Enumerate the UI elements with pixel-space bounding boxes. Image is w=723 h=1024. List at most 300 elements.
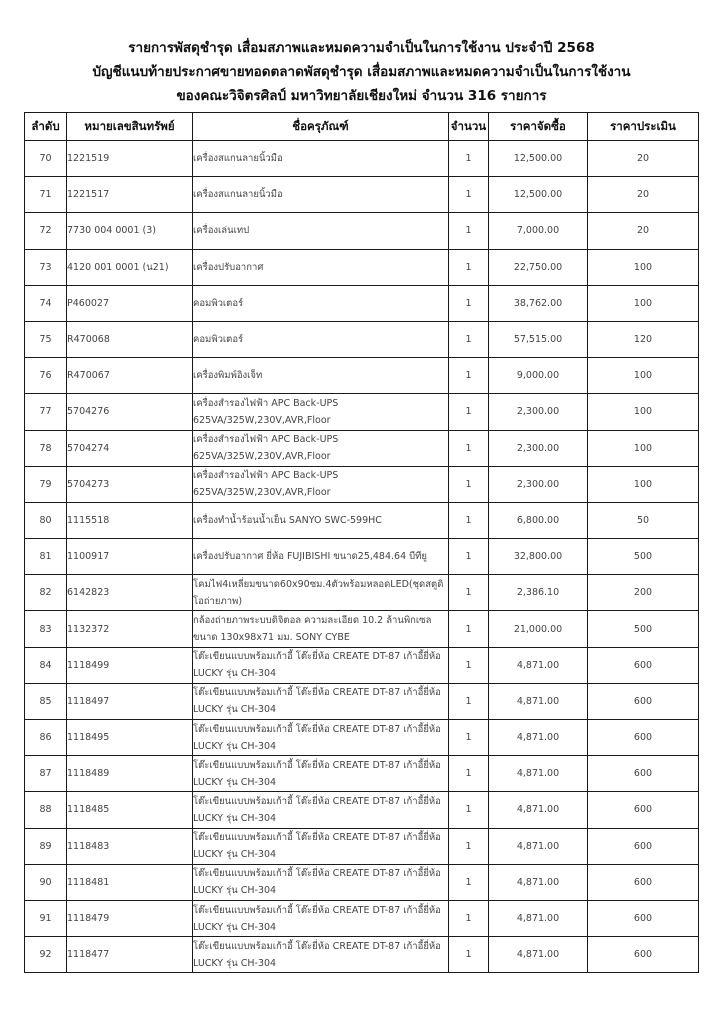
purchase-price: 38,762.00 [513,297,563,309]
purchase-price: 12,500.00 [513,153,563,165]
asset-number: 5704274 [67,442,110,454]
asset-number-cell [67,539,193,575]
appraised-price-cell [588,141,699,177]
asset-number: 1118481 [67,876,110,888]
purchase-price-cell [489,502,588,538]
purchase-price-cell [489,611,588,647]
asset-number: 1118485 [67,804,110,816]
purchase-price: 7,000.00 [516,225,560,237]
row-number-cell [25,466,67,502]
header-no: ลำดับ [25,113,67,141]
item-name-cell [193,683,449,719]
table-row [25,177,699,213]
appraised-price: 600 [633,913,653,925]
quantity: 1 [465,297,472,309]
quantity-cell [449,430,489,466]
purchase-price-cell [489,321,588,357]
document-title-block [0,36,723,108]
row-number: 83 [39,623,52,635]
item-name: เครื่องสำรองไฟฟ้า APC Back-UPS 625VA/325W,230V,AVR,Floor [193,397,339,426]
item-name: โต๊ะเขียนแบบพร้อมเก้าอี้ โต๊ะยี่ห้อ CREATE DT-87 เก้าอี้ยี่ห้อ LUCKY รุ่น CH-304 [193,904,441,933]
appraised-price: 600 [633,949,653,961]
item-name-cell [193,466,449,502]
purchase-price: 4,871.00 [516,913,560,925]
appraised-price: 20 [636,153,650,165]
row-number-cell [25,502,67,538]
appraised-price-cell [588,466,699,502]
appraised-price: 120 [633,334,653,346]
row-number-cell [25,683,67,719]
asset-number: 1118499 [67,659,110,671]
table-row [25,720,699,756]
quantity: 1 [465,840,472,852]
asset-number: 1118495 [67,732,110,744]
table-row [25,466,699,502]
asset-number: 1132372 [67,623,110,635]
appraised-price-cell [588,683,699,719]
purchase-price: 4,871.00 [516,695,560,707]
quantity: 1 [465,514,472,526]
table-row [25,683,699,719]
row-number-cell [25,611,67,647]
appraised-price: 100 [633,478,653,490]
item-name-cell [193,864,449,900]
purchase-price: 4,871.00 [516,876,560,888]
asset-number-cell [67,141,193,177]
table-row [25,358,699,394]
purchase-price: 9,000.00 [516,370,560,382]
purchase-price: 12,500.00 [513,189,563,201]
appraised-price: 600 [633,659,653,671]
purchase-price-cell [489,864,588,900]
purchase-price-cell [489,177,588,213]
table-row [25,141,699,177]
appraised-price-cell [588,213,699,249]
row-number: 85 [39,695,52,707]
item-name: โต๊ะเขียนแบบพร้อมเก้าอี้ โต๊ะยี่ห้อ CREATE DT-87 เก้าอี้ยี่ห้อ LUCKY รุ่น CH-304 [193,868,441,897]
row-number: 76 [39,370,52,382]
item-name: เครื่องทำน้ำร้อนน้ำเย็น SANYO SWC-599HC [193,514,382,526]
purchase-price: 4,871.00 [516,732,560,744]
item-name: โต๊ะเขียนแบบพร้อมเก้าอี้ โต๊ะยี่ห้อ CREATE DT-87 เก้าอี้ยี่ห้อ LUCKY รุ่น CH-304 [193,940,441,969]
header-quantity: จำนวน [449,113,489,141]
appraised-price-cell [588,720,699,756]
table-row [25,249,699,285]
purchase-price-cell [489,249,588,285]
quantity-cell [449,358,489,394]
asset-number-cell [67,502,193,538]
table-row [25,792,699,828]
row-number: 90 [39,876,52,888]
header-asset-number: หมายเลขสินทรัพย์ [67,113,193,141]
table-row [25,828,699,864]
asset-number: 1221519 [67,153,110,165]
item-name: คอมพิวเตอร์ [193,334,244,346]
appraised-price-cell [588,430,699,466]
header-item-name: ชื่อครุภัณฑ์ [193,113,449,141]
purchase-price-cell [489,575,588,611]
quantity-cell [449,937,489,973]
asset-number-cell [67,900,193,936]
purchase-price-cell [489,720,588,756]
row-number: 71 [39,189,52,201]
item-name-cell [193,611,449,647]
appraised-price: 600 [633,732,653,744]
row-number-cell [25,394,67,430]
header-purchase-price: ราคาจัดซื้อ [489,113,588,141]
item-name-cell [193,249,449,285]
quantity-cell [449,285,489,321]
asset-number: 1221517 [67,189,110,201]
item-name-cell [193,828,449,864]
item-name: โต๊ะเขียนแบบพร้อมเก้าอี้ โต๊ะยี่ห้อ CREATE DT-87 เก้าอี้ยี่ห้อ LUCKY รุ่น CH-304 [193,759,441,788]
asset-number-cell [67,828,193,864]
quantity: 1 [465,804,472,816]
purchase-price: 2,300.00 [516,478,560,490]
quantity-cell [449,141,489,177]
quantity: 1 [465,370,472,382]
appraised-price-cell [588,502,699,538]
item-name: เครื่องปรับอากาศ ยี่ห้อ FUJIBISHI ขนาด25,484.64 บีทียู [193,551,427,563]
table-row [25,394,699,430]
asset-number-cell [67,611,193,647]
purchase-price-cell [489,539,588,575]
asset-number-cell [67,683,193,719]
quantity: 1 [465,876,472,888]
item-name: เครื่องสแกนลายนิ้วมือ [193,189,283,201]
asset-number-cell [67,575,193,611]
item-name-cell [193,213,449,249]
appraised-price-cell [588,611,699,647]
asset-number-cell [67,321,193,357]
purchase-price: 32,800.00 [513,551,563,563]
item-name: เครื่องพิมพ์อิงเจ็ท [193,370,263,382]
asset-number: 6142823 [67,587,110,599]
purchase-price-cell [489,213,588,249]
purchase-price: 4,871.00 [516,804,560,816]
purchase-price: 6,800.00 [516,514,560,526]
row-number: 70 [39,153,52,165]
quantity: 1 [465,913,472,925]
row-number: 92 [39,949,52,961]
row-number: 80 [39,514,52,526]
document-subtitle: บัญชีแนบท้ายประกาศขายทอดตลาดพัสดุชำรุด เสื่อมสภาพและหมดความจำเป็นในการใช้งาน [92,64,631,80]
row-number-cell [25,358,67,394]
item-name-cell [193,358,449,394]
quantity-cell [449,466,489,502]
appraised-price-cell [588,937,699,973]
purchase-price-cell [489,828,588,864]
purchase-price-cell [489,792,588,828]
purchase-price-cell [489,683,588,719]
item-name: โคมไฟ4เหลี่ยมขนาด60x90ซม.4ตัวพร้อมหลอดLED(ชุดสตูดิโอถ่ายภาพ) [193,578,444,607]
quantity: 1 [465,695,472,707]
appraised-price-cell [588,647,699,683]
asset-number-cell [67,394,193,430]
item-name: โต๊ะเขียนแบบพร้อมเก้าอี้ โต๊ะยี่ห้อ CREATE DT-87 เก้าอี้ยี่ห้อ LUCKY รุ่น CH-304 [193,723,441,752]
purchase-price-cell [489,430,588,466]
item-name-cell [193,141,449,177]
item-name-cell [193,575,449,611]
quantity-cell [449,575,489,611]
asset-number: 1118483 [67,840,110,852]
quantity: 1 [465,768,472,780]
item-name-cell [193,539,449,575]
asset-number: R470068 [67,334,110,346]
asset-number-cell [67,466,193,502]
row-number-cell [25,141,67,177]
quantity-cell [449,177,489,213]
item-name: เครื่องปรับอากาศ [193,261,264,273]
purchase-price: 2,300.00 [516,406,560,418]
table-body [25,141,699,973]
table-row [25,575,699,611]
table-row [25,611,699,647]
asset-number: 1115518 [67,514,110,526]
asset-number: 1100917 [67,551,110,563]
asset-number: 5704276 [67,406,110,418]
row-number: 81 [39,551,52,563]
appraised-price: 100 [633,261,653,273]
table-row [25,502,699,538]
row-number: 89 [39,840,52,852]
item-name-cell [193,502,449,538]
appraised-price-cell [588,756,699,792]
quantity-cell [449,502,489,538]
asset-number: P460027 [67,297,109,309]
appraised-price: 20 [636,189,650,201]
asset-number-cell [67,285,193,321]
asset-number: R470067 [67,370,110,382]
quantity: 1 [465,334,472,346]
quantity: 1 [465,623,472,635]
appraised-price-cell [588,575,699,611]
quantity: 1 [465,587,472,599]
row-number: 77 [39,406,52,418]
item-name: โต๊ะเขียนแบบพร้อมเก้าอี้ โต๊ะยี่ห้อ CREATE DT-87 เก้าอี้ยี่ห้อ LUCKY รุ่น CH-304 [193,832,441,861]
row-number: 78 [39,442,52,454]
row-number: 73 [39,261,52,273]
quantity-cell [449,249,489,285]
appraised-price: 100 [633,406,653,418]
appraised-price: 600 [633,695,653,707]
item-name: เครื่องสำรองไฟฟ้า APC Back-UPS 625VA/325W,230V,AVR,Floor [193,434,339,463]
appraised-price: 50 [636,514,650,526]
purchase-price: 2,386.10 [516,587,560,599]
item-name-cell [193,394,449,430]
asset-number-cell [67,864,193,900]
item-name-cell [193,756,449,792]
quantity-cell [449,539,489,575]
row-number-cell [25,213,67,249]
quantity-cell [449,792,489,828]
item-name: โต๊ะเขียนแบบพร้อมเก้าอี้ โต๊ะยี่ห้อ CREATE DT-87 เก้าอี้ยี่ห้อ LUCKY รุ่น CH-304 [193,795,441,824]
appraised-price: 600 [633,876,653,888]
row-number-cell [25,864,67,900]
appraised-price-cell [588,828,699,864]
table-header-row [25,113,699,141]
appraised-price-cell [588,900,699,936]
row-number: 87 [39,768,52,780]
asset-number-cell [67,647,193,683]
row-number: 91 [39,913,52,925]
appraised-price: 600 [633,804,653,816]
quantity-cell [449,720,489,756]
purchase-price-cell [489,647,588,683]
quantity: 1 [465,478,472,490]
quantity: 1 [465,406,472,418]
row-number-cell [25,792,67,828]
quantity: 1 [465,659,472,671]
appraised-price-cell [588,249,699,285]
asset-number: 1118477 [67,949,110,961]
row-number: 72 [39,225,52,237]
appraised-price: 500 [633,551,653,563]
purchase-price: 4,871.00 [516,659,560,671]
appraised-price: 100 [633,370,653,382]
asset-number-cell [67,720,193,756]
table-row [25,900,699,936]
appraised-price: 200 [633,587,653,599]
asset-table [24,112,699,973]
item-name-cell [193,647,449,683]
asset-number: 1118479 [67,913,110,925]
row-number-cell [25,285,67,321]
quantity: 1 [465,261,472,273]
row-number-cell [25,647,67,683]
row-number-cell [25,177,67,213]
row-number: 82 [39,587,52,599]
asset-number-cell [67,249,193,285]
document-subtitle-2: ของคณะวิจิตรศิลป์ มหาวิทยาลัยเชียงใหม่ จำนวน 316 รายการ [176,88,547,104]
table-row [25,213,699,249]
purchase-price-cell [489,141,588,177]
appraised-price: 600 [633,768,653,780]
appraised-price-cell [588,321,699,357]
row-number-cell [25,430,67,466]
table-row [25,321,699,357]
quantity: 1 [465,189,472,201]
appraised-price-cell [588,358,699,394]
quantity: 1 [465,442,472,454]
quantity-cell [449,321,489,357]
asset-number-cell [67,937,193,973]
item-name-cell [193,900,449,936]
asset-number-cell [67,792,193,828]
quantity-cell [449,900,489,936]
quantity: 1 [465,153,472,165]
purchase-price-cell [489,358,588,394]
item-name-cell [193,321,449,357]
asset-number: 4120 001 0001 (น21) [67,261,169,273]
asset-number: 1118489 [67,768,110,780]
quantity-cell [449,647,489,683]
table-row [25,864,699,900]
appraised-price-cell [588,285,699,321]
row-number: 79 [39,478,52,490]
item-name-cell [193,430,449,466]
asset-number-cell [67,430,193,466]
row-number-cell [25,539,67,575]
row-number-cell [25,900,67,936]
table-row [25,756,699,792]
item-name-cell [193,792,449,828]
item-name: เครื่องเล่นเทป [193,225,250,237]
purchase-price-cell [489,466,588,502]
appraised-price-cell [588,792,699,828]
purchase-price: 22,750.00 [513,261,563,273]
item-name-cell [193,285,449,321]
row-number: 84 [39,659,52,671]
row-number: 88 [39,804,52,816]
item-name-cell [193,937,449,973]
quantity-cell [449,213,489,249]
row-number: 74 [39,297,52,309]
asset-number: 7730 004 0001 (3) [67,225,157,237]
appraised-price-cell [588,177,699,213]
row-number-cell [25,937,67,973]
row-number-cell [25,828,67,864]
quantity-cell [449,756,489,792]
row-number: 86 [39,732,52,744]
item-name-cell [193,177,449,213]
row-number-cell [25,575,67,611]
appraised-price: 100 [633,297,653,309]
asset-number: 5704273 [67,478,110,490]
quantity-cell [449,394,489,430]
purchase-price: 4,871.00 [516,768,560,780]
quantity-cell [449,864,489,900]
row-number-cell [25,249,67,285]
purchase-price: 4,871.00 [516,949,560,961]
item-name: คอมพิวเตอร์ [193,297,244,309]
quantity: 1 [465,949,472,961]
header-appraised-price: ราคาประเมิน [588,113,699,141]
purchase-price-cell [489,900,588,936]
table-row [25,647,699,683]
purchase-price-cell [489,394,588,430]
row-number-cell [25,321,67,357]
item-name: โต๊ะเขียนแบบพร้อมเก้าอี้ โต๊ะยี่ห้อ CREATE DT-87 เก้าอี้ยี่ห้อ LUCKY รุ่น CH-304 [193,687,441,716]
item-name: กล้องถ่ายภาพระบบดิจิตอล ความละเอียด 10.2 ล้านพิกเซล ขนาด 130x98x71 มม. SONY CYBE [193,615,432,644]
purchase-price-cell [489,285,588,321]
purchase-price-cell [489,937,588,973]
appraised-price-cell [588,864,699,900]
purchase-price: 2,300.00 [516,442,560,454]
purchase-price-cell [489,756,588,792]
appraised-price-cell [588,394,699,430]
appraised-price: 500 [633,623,653,635]
table-row [25,285,699,321]
asset-number: 1118497 [67,695,110,707]
table-row [25,539,699,575]
row-number-cell [25,756,67,792]
appraised-price-cell [588,539,699,575]
asset-number-cell [67,177,193,213]
purchase-price: 21,000.00 [513,623,563,635]
purchase-price: 57,515.00 [513,334,563,346]
quantity-cell [449,683,489,719]
appraised-price: 600 [633,840,653,852]
quantity: 1 [465,732,472,744]
purchase-price: 4,871.00 [516,840,560,852]
table-row [25,430,699,466]
asset-number-cell [67,213,193,249]
document-title: รายการพัสดุชำรุด เสื่อมสภาพและหมดความจำเป็นในการใช้งาน ประจำปี 2568 [128,40,595,56]
item-name: เครื่องสำรองไฟฟ้า APC Back-UPS 625VA/325W,230V,AVR,Floor [193,470,339,499]
row-number: 75 [39,334,52,346]
asset-number-cell [67,756,193,792]
